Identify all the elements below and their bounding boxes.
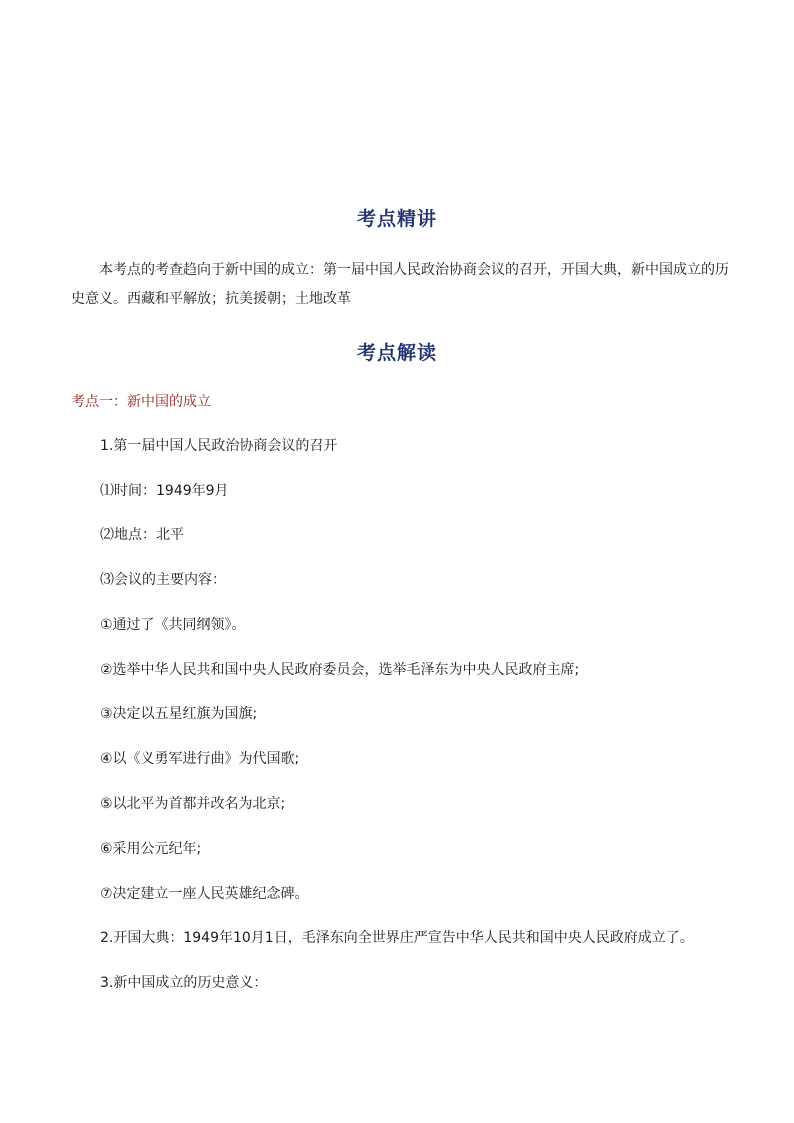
- list-item: ⑥采用公元纪年;: [100, 841, 202, 857]
- list-item: 1.第一届中国人民政治协商会议的召开: [100, 438, 338, 454]
- list-item: ⑤以北平为首都并改名为北京;: [100, 796, 286, 812]
- list-item: ①通过了《共同纲领》。: [100, 617, 246, 633]
- section-title-interpretation: 考点解读: [356, 342, 437, 364]
- list-item: ②选举中华人民共和国中央人民政府委员会，选举毛泽东为中央人民政府主席;: [100, 662, 580, 678]
- intro-paragraph: 本考点的考查趋向于新中国的成立：第一届中国人民政治协商会议的召开，开国大典，新中国成立的历史意义。西藏和平解放；抗美援朝；土地改革: [71, 262, 729, 307]
- list-item: 2.开国大典：1949年10月1日，毛泽东向全世界庄严宣告中华人民共和国中央人民政府成立了。: [100, 930, 694, 946]
- list-item: ⑴时间：1949年9月: [100, 483, 229, 499]
- list-item: 3.新中国成立的历史意义：: [100, 975, 268, 991]
- subheading-point-one: 考点一：新中国的成立: [71, 394, 211, 410]
- list-item: ④以《义勇军进行曲》为代国歌;: [100, 751, 300, 767]
- section-title-key-points: 考点精讲: [356, 208, 437, 230]
- list-item: ⑦决定建立一座人民英雄纪念碑。: [100, 886, 309, 902]
- list-item: ⑶会议的主要内容：: [100, 572, 226, 588]
- list-item: ⑵地点：北平: [100, 527, 184, 543]
- list-item: ③决定以五星红旗为国旗;: [100, 706, 258, 722]
